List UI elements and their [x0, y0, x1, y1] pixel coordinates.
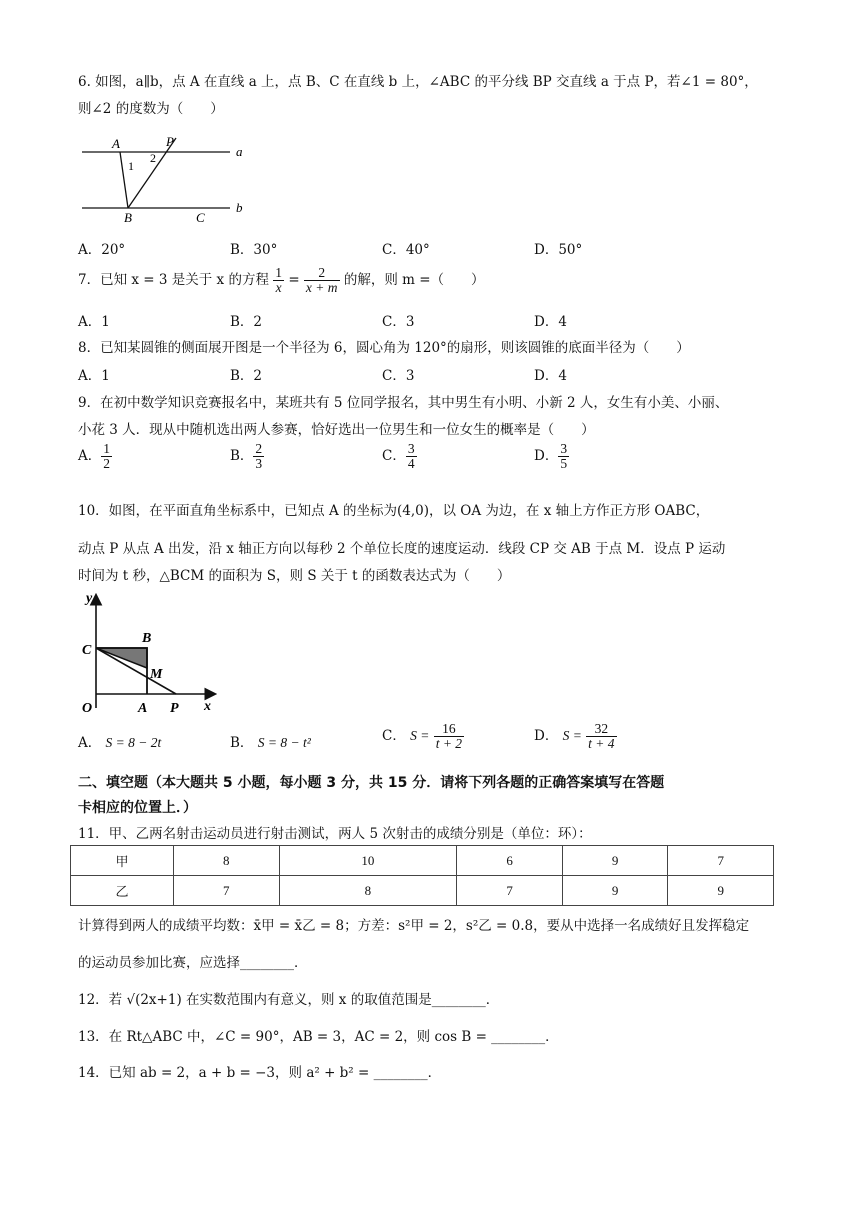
q6-option-b: B．30° [230, 242, 278, 258]
q11-stem-line2: 计算得到两人的成绩平均数：x̄甲 = x̄乙 = 8；方差：s²甲 = 2，s²乙 = 0.8，要从中选择一名成绩好且发挥稳定 [78, 918, 750, 934]
q10-option-d: D． S = $\frac{32}{t + 4}$ [534, 721, 615, 752]
table-cell: 8 [174, 846, 280, 876]
q10-option-c: C． S = $\frac{16}{t + 2}$ [382, 721, 463, 752]
q10-option-b: B． S = 8 − t² [230, 735, 311, 751]
q8-option-a: A．1 [78, 368, 110, 384]
q10-figure [78, 586, 228, 716]
section-heading-line2: 卡相应的位置上．） [78, 800, 197, 816]
q6-option-c: C．40° [382, 242, 430, 258]
q10-stem-line2: 动点 P 从点 A 出发，沿 x 轴正方向以每秒 2 个单位长度的速度运动．线段 CP 交 AB 于点 M．设点 P 运动 [78, 541, 726, 557]
q10-label-x: x [204, 699, 211, 714]
q10-label-P: P [170, 701, 179, 716]
q6-figure [78, 128, 258, 228]
q13-stem: 13．在 Rt△ABC 中，∠C = 90°，AB = 3，AC = 2，则 cos B = ________． [78, 1029, 559, 1045]
q9-stem-line1: 9．在初中数学知识竞赛报名中，某班共有 5 位同学报名，其中男生有小明、小新 2 人，女生有小美、小丽、 [78, 395, 729, 411]
q7-option-a: A．1 [78, 314, 110, 330]
table-cell: 9 [668, 876, 774, 906]
q6-stem-line1: 6. 如图，a∥b，点 A 在直线 a 上，点 B、C 在直线 b 上，∠ABC 的平分线 BP 交直线 a 于点 P，若∠1 = 80°， [78, 74, 758, 90]
q9-option-b: B． $\frac{2}{3}$ [230, 441, 263, 472]
q10-stem-line1: 10．如图，在平面直角坐标系中，已知点 A 的坐标为(4,0)，以 OA 为边，在 x 轴上方作正方形 OABC， [78, 503, 710, 519]
q10-stem-line3: 时间为 t 秒，△BCM 的面积为 S，则 S 关于 t 的函数表达式为（ ） [78, 568, 511, 584]
q8-option-d: D．4 [534, 368, 567, 384]
q9-option-a: A． $\frac{1}{2}$ [78, 441, 110, 472]
q10-label-O: O [82, 701, 93, 716]
q6-label-2: 2 [150, 151, 156, 165]
table-cell: 7 [457, 876, 563, 906]
table-cell: 8 [279, 876, 457, 906]
q7-option-b: B．2 [230, 314, 263, 330]
q6-label-b: b [236, 200, 243, 215]
section-heading-line1: 二、填空题（本大题共 5 小题，每小题 3 分，共 15 分．请将下列各题的正确答案填写在答题 [78, 775, 665, 791]
q9-option-c: C． $\frac{3}{4}$ [382, 441, 415, 472]
q6-label-A: A [112, 136, 120, 151]
q11-score-table [70, 845, 774, 906]
q6-label-B: B [124, 210, 132, 225]
q7-fraction-left: $\frac{1}{x}$ [275, 265, 283, 296]
q10-label-y: y [86, 591, 93, 606]
q11-stem-line3: 的运动员参加比赛，应选择________． [78, 955, 308, 971]
q9-stem-line2: 小花 3 人．现从中随机选出两人参赛，恰好选出一位男生和一位女生的概率是（ ） [78, 422, 595, 438]
q8-option-c: C．3 [382, 368, 415, 384]
q6-label-C: C [196, 210, 205, 225]
table-row [71, 846, 774, 876]
table-cell: 7 [174, 876, 280, 906]
q12-stem: 12．若 √(2x+1) 在实数范围内有意义，则 x 的取值范围是________． [78, 992, 500, 1008]
q14-stem: 14．已知 ab = 2，a + b = −3，则 a² + b² = ________． [78, 1065, 442, 1081]
table-cell: 甲 [71, 846, 174, 876]
q6-label-P: P [166, 134, 174, 149]
q9-option-d: D． $\frac{3}{5}$ [534, 441, 568, 472]
table-cell: 10 [279, 846, 457, 876]
table-cell: 9 [562, 846, 668, 876]
q10-label-A: A [138, 701, 148, 716]
table-cell: 7 [668, 846, 774, 876]
q7-stem-pre: 7．已知 x = 3 是关于 x 的方程 [78, 272, 269, 289]
q6-option-d: D．50° [534, 242, 583, 258]
q7-option-c: C．3 [382, 314, 415, 330]
q10-label-M: M [150, 667, 163, 682]
q7-stem [78, 266, 485, 295]
table-cell: 6 [457, 846, 563, 876]
q6-label-1: 1 [128, 159, 134, 173]
q10-label-B: B [142, 631, 152, 646]
table-row [71, 876, 774, 906]
q8-option-b: B．2 [230, 368, 263, 384]
q7-option-d: D．4 [534, 314, 567, 330]
q7-stem-post: 的解，则 m =（ ） [343, 272, 485, 289]
q7-fraction-right: $\frac{2}{x + m}$ [305, 265, 338, 296]
q6-stem-line2: 则∠2 的度数为（ ） [78, 101, 224, 117]
table-cell: 9 [562, 876, 668, 906]
table-cell: 乙 [71, 876, 174, 906]
q7-equals: = [288, 272, 300, 289]
q10-label-C: C [82, 643, 92, 658]
q11-stem: 11．甲、乙两名射击运动员进行射击测试，两人 5 次射击的成绩分别是（单位：环）： [78, 826, 592, 842]
q6-label-a: a [236, 144, 243, 159]
q8-stem: 8．已知某圆锥的侧面展开图是一个半径为 6，圆心角为 120°的扇形，则该圆锥的底面半径为（ ） [78, 340, 690, 356]
q6-option-a: A．20° [78, 242, 126, 258]
q10-option-a: A． S = 8 − 2t [78, 735, 162, 751]
